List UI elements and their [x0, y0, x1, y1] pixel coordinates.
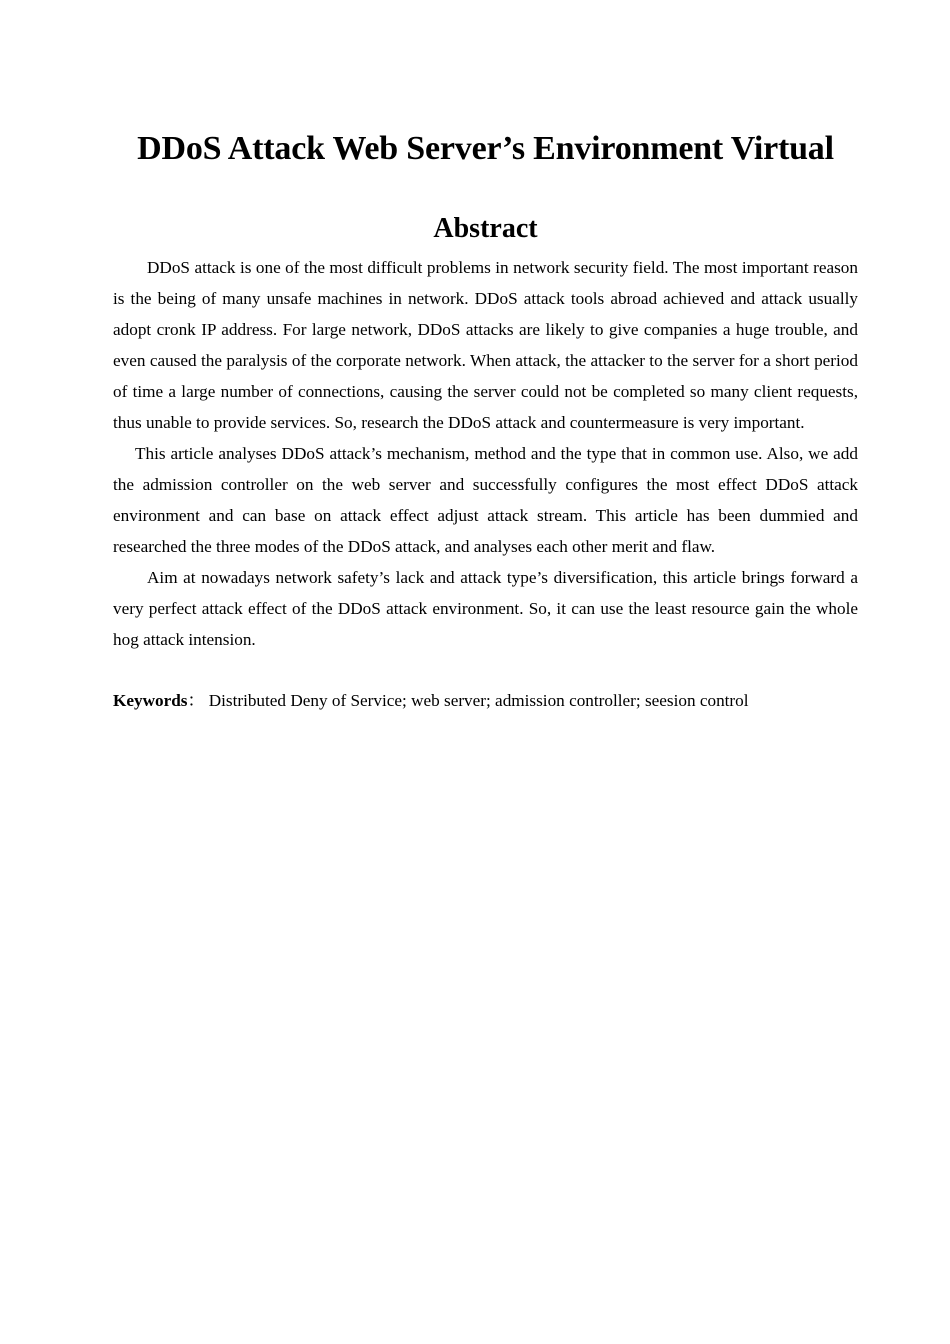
abstract-paragraph-1: DDoS attack is one of the most difficult problems in network security field. The most important reason is the being of many unsafe machines in network. DDoS attack tools abroad achieved and attack usually adopt cronk IP address. For large network, DDoS attacks are likely to give companies a huge trouble, and even caused the paralysis of the corporate network. When attack, the attacker to the server for a short period of time a large number of connections, causing the server could not be completed so many client requests, thus unable to provide services. So, research the DDoS attack and countermeasure is very important.	[113, 258, 858, 432]
abstract-paragraph-3: Aim at nowadays network safety’s lack and attack type’s diversification, this article brings forward a very perfect attack effect of the DDoS attack environment. So, it can use the least resource gain the whole hog attack intension.	[113, 568, 858, 649]
document-page	[113, 128, 858, 716]
keywords-line	[113, 685, 858, 716]
abstract-heading: Abstract	[433, 213, 538, 244]
keywords-separator: ：	[187, 691, 205, 710]
abstract-body	[113, 252, 858, 655]
abstract-paragraph-2: This article analyses DDoS attack’s mechanism, method and the type that in common use. Also, we add the admission controller on the web server and successfully configures the most effect DDoS attack environment and can base on attack effect adjust attack stream. This article has been dummied and researched the three modes of the DDoS attack, and analyses each other merit and flaw.	[113, 444, 858, 556]
keywords-label: Keywords	[113, 691, 188, 710]
document-title: DDoS Attack Web Server’s Environment Virtual	[137, 130, 834, 167]
keywords-text: Distributed Deny of Service; web server; admission controller; seesion control	[208, 691, 749, 710]
